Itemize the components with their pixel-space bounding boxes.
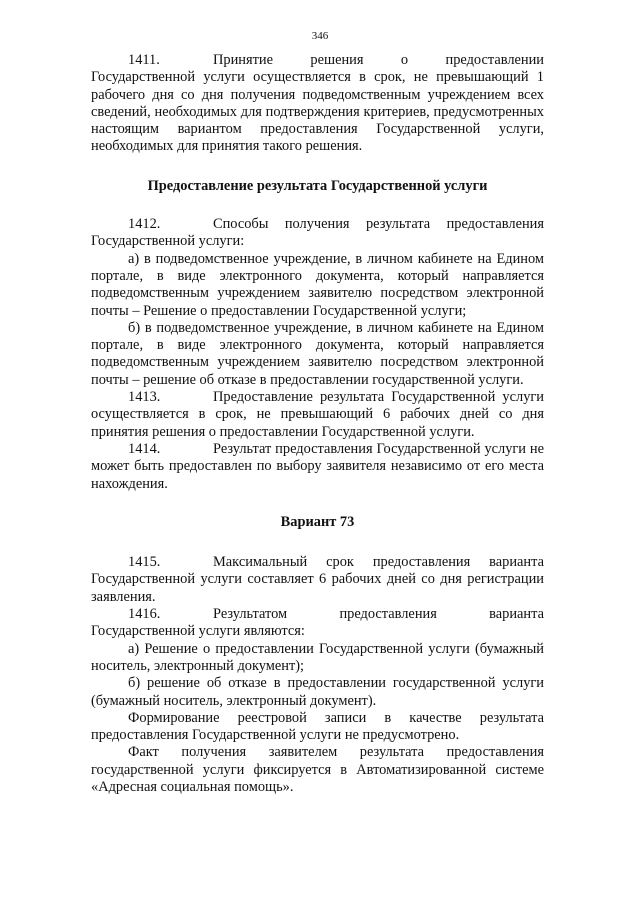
- paragraph-fact: Факт получения заявителем результата предоставления государственной услуги фиксируется в Автоматизированной системе «Адресная социальная помощь».: [91, 744, 544, 795]
- paragraph-text: Результатом предоставления варианта Государственной услуги являются:: [91, 606, 544, 640]
- paragraph-number: 1413.: [128, 389, 161, 406]
- paragraph-text: Предоставление результата Государственной услуги осуществляется в срок, не превышающий 6 рабочих дней со дня принятия решения о предоставлении Государственной услуги.: [91, 389, 544, 440]
- section-heading-variant: Вариант 73: [280, 513, 355, 530]
- paragraph-1415: [91, 554, 544, 606]
- paragraph-number: 1415.: [128, 554, 161, 571]
- paragraph-1411: [91, 52, 544, 156]
- paragraph-number: 1411.: [128, 52, 160, 68]
- list-item-b: б) в подведомственное учреждение, в личном кабинете на Едином портале, в виде электронного документа, который направляется подведомственным учреждением заявителю посредством электронной почты – решение об отказе в предоставлении государственной услуги.: [91, 319, 544, 388]
- paragraph-number: 1414.: [128, 440, 161, 457]
- paragraph-text: Способы получения результата предоставления Государственной услуги:: [91, 216, 544, 250]
- paragraph-registry: Формирование реестровой записи в качестве результата предоставления Государственной услуги не предусмотрено.: [91, 709, 544, 744]
- paragraph-text: Принятие решения о предоставлении Государственной услуги осуществляется в срок, не превышающий 1 рабочего дня со дня получения подведомственным учреждением всех сведений, необходимых для подтверждения критериев, предусмотренных настоящим вариантом предоставления Государственной услуги, необходимых для принятия такого решения.: [91, 52, 544, 155]
- list-item-b: б) решение об отказе в предоставлении государственной услуги (бумажный носитель, электронный документ).: [91, 675, 544, 709]
- paragraph-number: 1416.: [128, 606, 161, 623]
- paragraph-1414: [91, 441, 544, 493]
- paragraph-text: Результат предоставления Государственной услуги не может быть предоставлен по выбору заявителя независимо от его места нахождения.: [91, 440, 544, 492]
- paragraph-1412: [91, 216, 544, 251]
- paragraph-1416: [91, 606, 544, 641]
- document-body: [91, 52, 544, 796]
- paragraph-1413: [91, 389, 544, 441]
- page-number: 346: [311, 30, 329, 42]
- paragraph-text: Максимальный срок предоставления варианта Государственной услуги составляет 6 рабочих дней со дня регистрации заявления.: [91, 554, 544, 605]
- paragraph-number: 1412.: [128, 216, 161, 233]
- list-item-a: а) Решение о предоставлении Государственной услуги (бумажный носитель, электронный документ);: [91, 640, 544, 674]
- list-item-a: а) в подведомственное учреждение, в личном кабинете на Едином портале, в виде электронного документа, который направляется подведомственным учреждением заявителю посредством электронной почты – Решение о предоставлении Государственной услуги;: [91, 250, 544, 319]
- section-heading-result: Предоставление результата Государственной услуги: [147, 177, 488, 194]
